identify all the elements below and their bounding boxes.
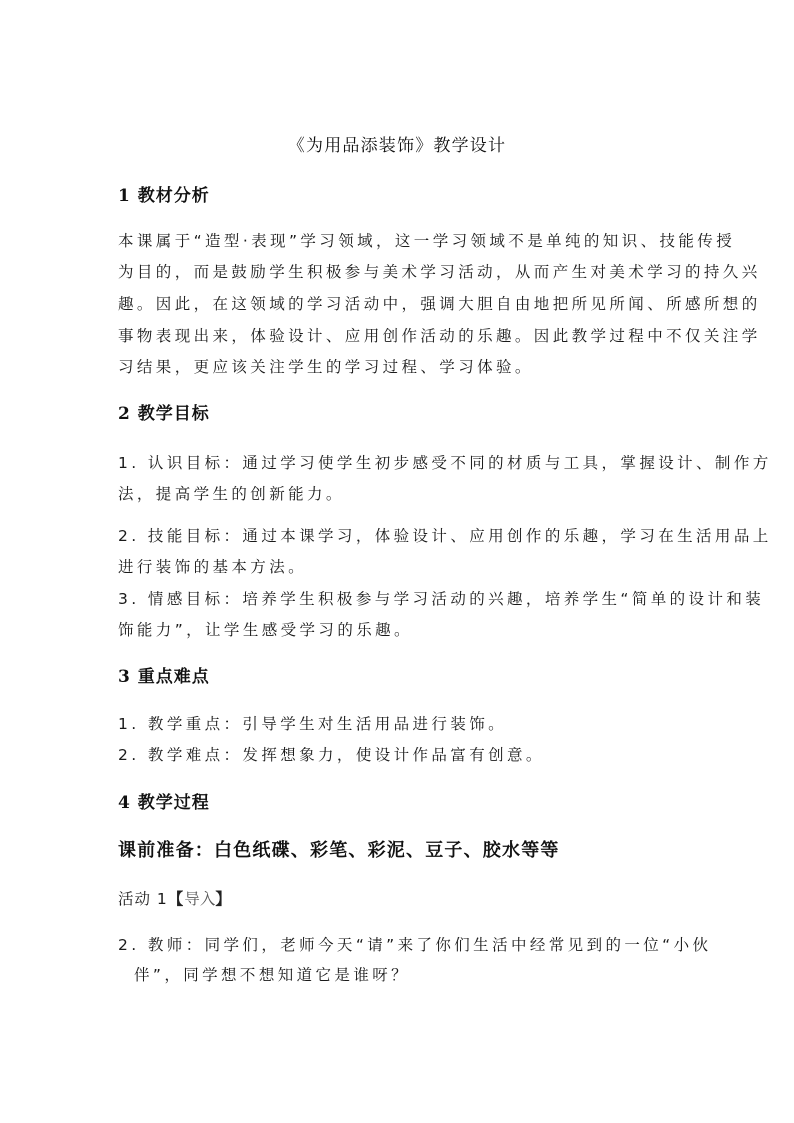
paragraph-line: 事物表现出来，体验设计、应用创作活动的乐趣。因此教学过程中不仅关注学 [118, 327, 761, 345]
goal-item-line: 1. 认识目标：通过学习使学生初步感受不同的材质与工具，掌握设计、制作方 [118, 454, 772, 472]
preparation-line: 课前准备：白色纸碟、彩笔、彩泥、豆子、胶水等等 [118, 840, 560, 861]
activity-bracket-close: 】 [215, 890, 232, 908]
process-item-line: 2. 教师：同学们，老师今天“请”来了你们生活中经常见到的一位“小伙 [118, 936, 712, 954]
section-heading-key-points: 3 重点难点 [118, 667, 210, 687]
section-heading-teaching-goals: 2 教学目标 [118, 404, 210, 424]
process-item-line: 伴”，同学想不想知道它是谁呀？ [134, 966, 411, 984]
activity-bracket-open: 【 [167, 890, 185, 908]
paragraph-line: 本课属于“造型·表现”学习领域，这一学习领域不是单纯的知识、技能传授 [118, 232, 736, 250]
goal-item-line: 法，提高学生的创新能力。 [118, 485, 345, 503]
key-point-item: 1. 教学重点：引导学生对生活用品进行装饰。 [118, 715, 508, 733]
paragraph-line: 习结果，更应该关注学生的学习过程、学习体验。 [118, 358, 534, 376]
activity-heading [118, 889, 232, 909]
goal-item-line: 进行装饰的基本方法。 [118, 558, 308, 576]
paragraph-line: 趣。因此，在这领域的学习活动中，强调大胆自由地把所见所闻、所感所想的 [118, 295, 761, 313]
goal-item-line: 2. 技能目标：通过本课学习，体验设计、应用创作的乐趣，学习在生活用品上 [118, 527, 772, 545]
activity-label: 活动 1 [118, 890, 168, 908]
paragraph-line: 为目的，而是鼓励学生积极参与美术学习活动，从而产生对美术学习的持久兴 [118, 263, 761, 281]
document-title: 《为用品添装饰》教学设计 [287, 136, 507, 156]
key-point-item: 2. 教学难点：发挥想象力，使设计作品富有创意。 [118, 746, 545, 764]
goal-item-line: 3. 情感目标：培养学生积极参与学习活动的兴趣，培养学生“简单的设计和装 [118, 590, 765, 608]
goal-item-line: 饰能力”，让学生感受学习的乐趣。 [118, 621, 413, 639]
section-heading-material-analysis: 1 教材分析 [118, 186, 210, 206]
section-heading-teaching-process: 4 教学过程 [118, 793, 210, 813]
activity-tag: 导入 [184, 890, 216, 908]
